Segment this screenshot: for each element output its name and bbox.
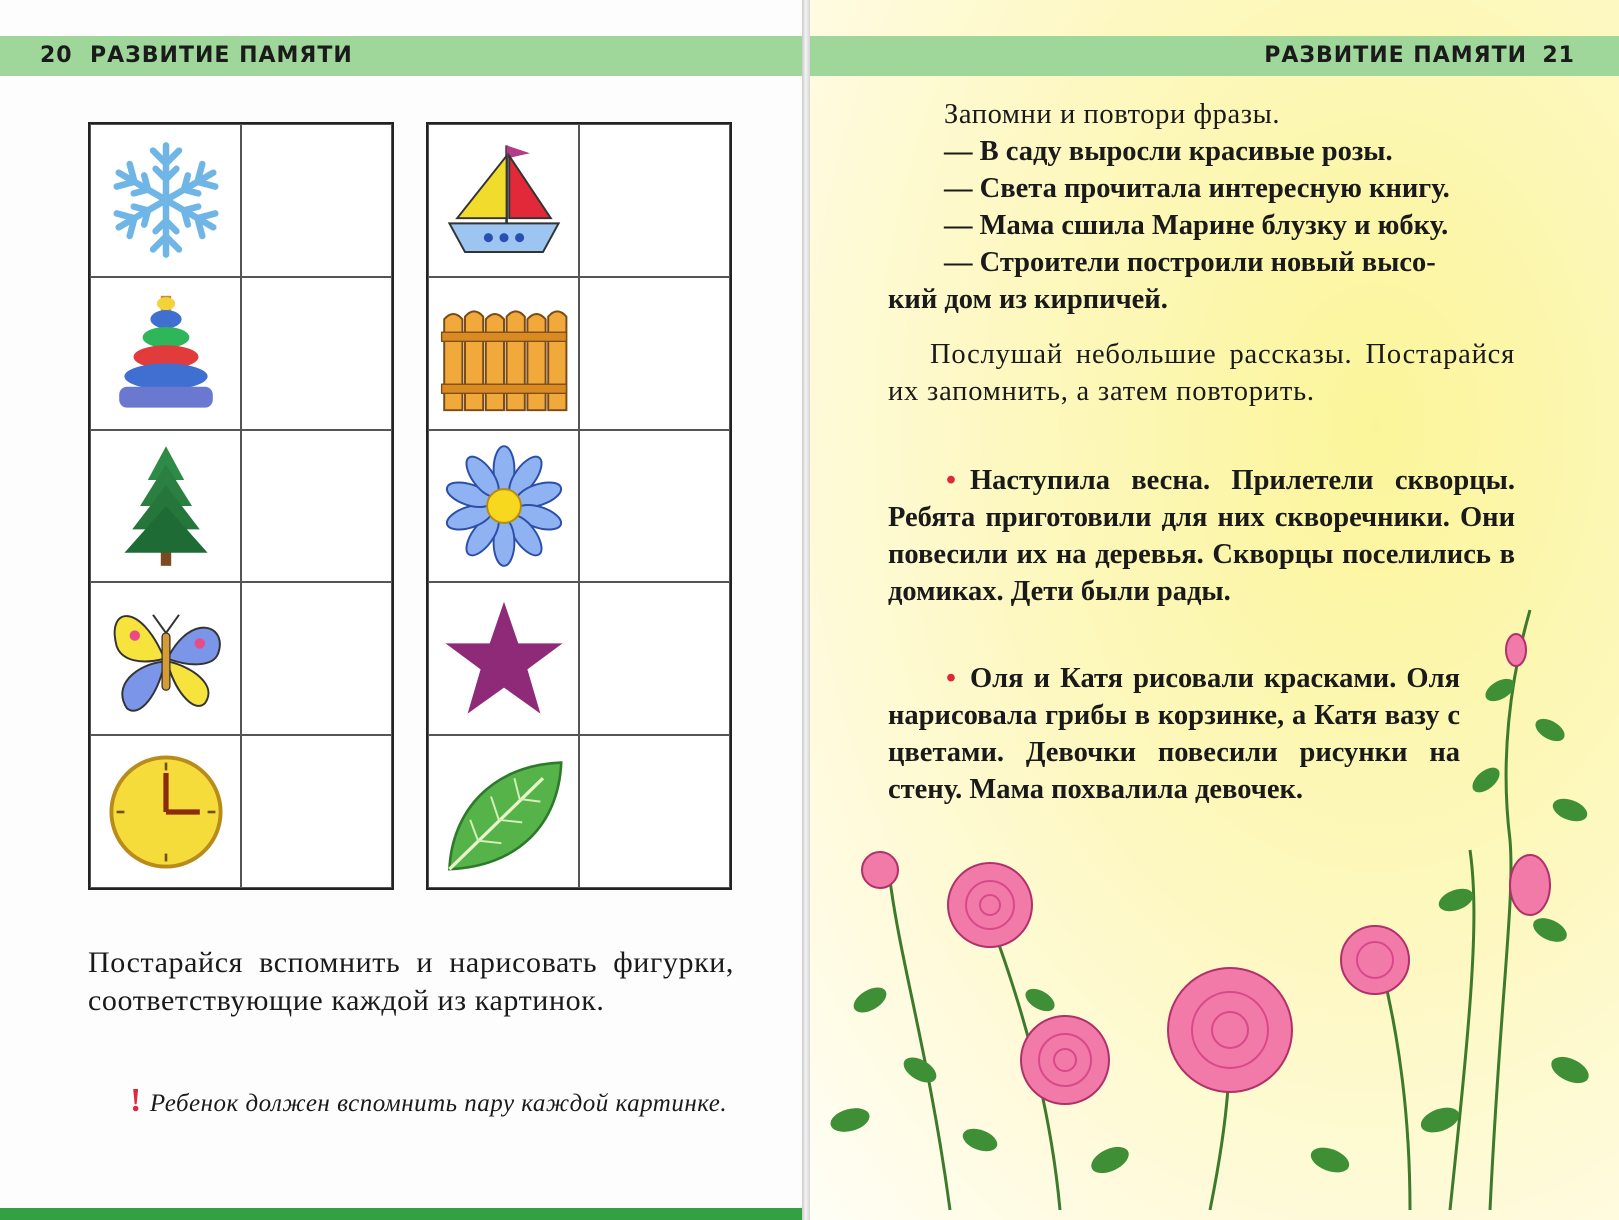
- parent-note: [88, 1082, 734, 1123]
- snowflake-icon: [101, 135, 231, 265]
- bullet-icon: •: [946, 465, 956, 496]
- picture-cell: [90, 277, 241, 430]
- picture-cell: [428, 277, 579, 430]
- star-icon: [439, 594, 569, 724]
- phrases-block: [888, 96, 1513, 318]
- right-page: [810, 0, 1619, 1220]
- butterfly-icon: [101, 594, 231, 724]
- bullet-icon: •: [946, 663, 956, 694]
- phrase-line: — Мама сшила Марине блузку и юбку.: [944, 210, 1449, 241]
- book-spine: [802, 0, 810, 1220]
- pyramid-toy-icon: [101, 288, 231, 418]
- picture-cell: [428, 430, 579, 583]
- picture-cell: [428, 124, 579, 277]
- phrase-line: — Света прочитала интересную книгу.: [944, 173, 1450, 204]
- note-text: Ребенок должен вспомнить пару каждой картинке.: [149, 1090, 728, 1117]
- memory-grid-right: [426, 122, 732, 890]
- flower-icon: [439, 441, 569, 571]
- phrase-line: — Строители построили новый высо-: [944, 247, 1436, 278]
- fence-icon: [439, 288, 569, 418]
- listen-text: Послушай небольшие рассказы. Постарайся их запомнить, а затем повторить.: [888, 339, 1515, 407]
- drawing-cell[interactable]: [241, 735, 392, 888]
- drawing-cell[interactable]: [579, 430, 730, 583]
- exclamation-icon: !: [130, 1082, 142, 1119]
- drawing-instruction: Постарайся вспомнить и нарисовать фигурки, соответствующие каждой из картинок.: [88, 946, 734, 1017]
- section-title: РАЗВИТИЕ ПАМЯТИ: [1264, 43, 1527, 68]
- sailboat-icon: [439, 135, 569, 265]
- picture-cell: [90, 124, 241, 277]
- section-title: РАЗВИТИЕ ПАМЯТИ: [90, 43, 353, 68]
- page-number: 21: [1542, 43, 1575, 68]
- drawing-cell[interactable]: [579, 124, 730, 277]
- phrases-intro: Запомни и повтори фразы.: [944, 99, 1281, 130]
- fir-tree-icon: [101, 441, 231, 571]
- picture-cell: [428, 735, 579, 888]
- picture-cell: [428, 582, 579, 735]
- phrase-continuation: кий дом из кирпичей.: [888, 284, 1168, 315]
- drawing-cell[interactable]: [241, 430, 392, 583]
- picture-cell: [90, 735, 241, 888]
- leaf-icon: [439, 747, 569, 877]
- picture-cell: [90, 430, 241, 583]
- drawing-cell[interactable]: [241, 277, 392, 430]
- bottom-edge-band: [0, 1208, 802, 1220]
- drawing-cell[interactable]: [579, 582, 730, 735]
- drawing-cell[interactable]: [241, 124, 392, 277]
- story-text: Наступила весна. Прилетели скворцы. Ребята приготовили для них скворечники. Они повесили их на деревья. Скворцы поселились в домиках. Дети были рады.: [888, 465, 1515, 607]
- listen-instruction: [888, 336, 1515, 410]
- picture-cell: [90, 582, 241, 735]
- story-text: Оля и Катя рисовали красками. Оля нарисовала грибы в корзинке, а Катя вазу с цветами. Девочки повесили рисунки на стену. Мама похвалила девочек.: [888, 663, 1460, 805]
- memory-grid-left: [88, 122, 394, 890]
- page-number: 20: [40, 43, 73, 68]
- drawing-cell[interactable]: [579, 277, 730, 430]
- drawing-cell[interactable]: [579, 735, 730, 888]
- clock-icon: [101, 747, 231, 877]
- phrase-line: — В саду выросли красивые розы.: [944, 136, 1393, 167]
- story-1: [888, 462, 1515, 610]
- roses-illustration: [810, 600, 1619, 1220]
- left-page: [0, 0, 802, 1220]
- drawing-cell[interactable]: [241, 582, 392, 735]
